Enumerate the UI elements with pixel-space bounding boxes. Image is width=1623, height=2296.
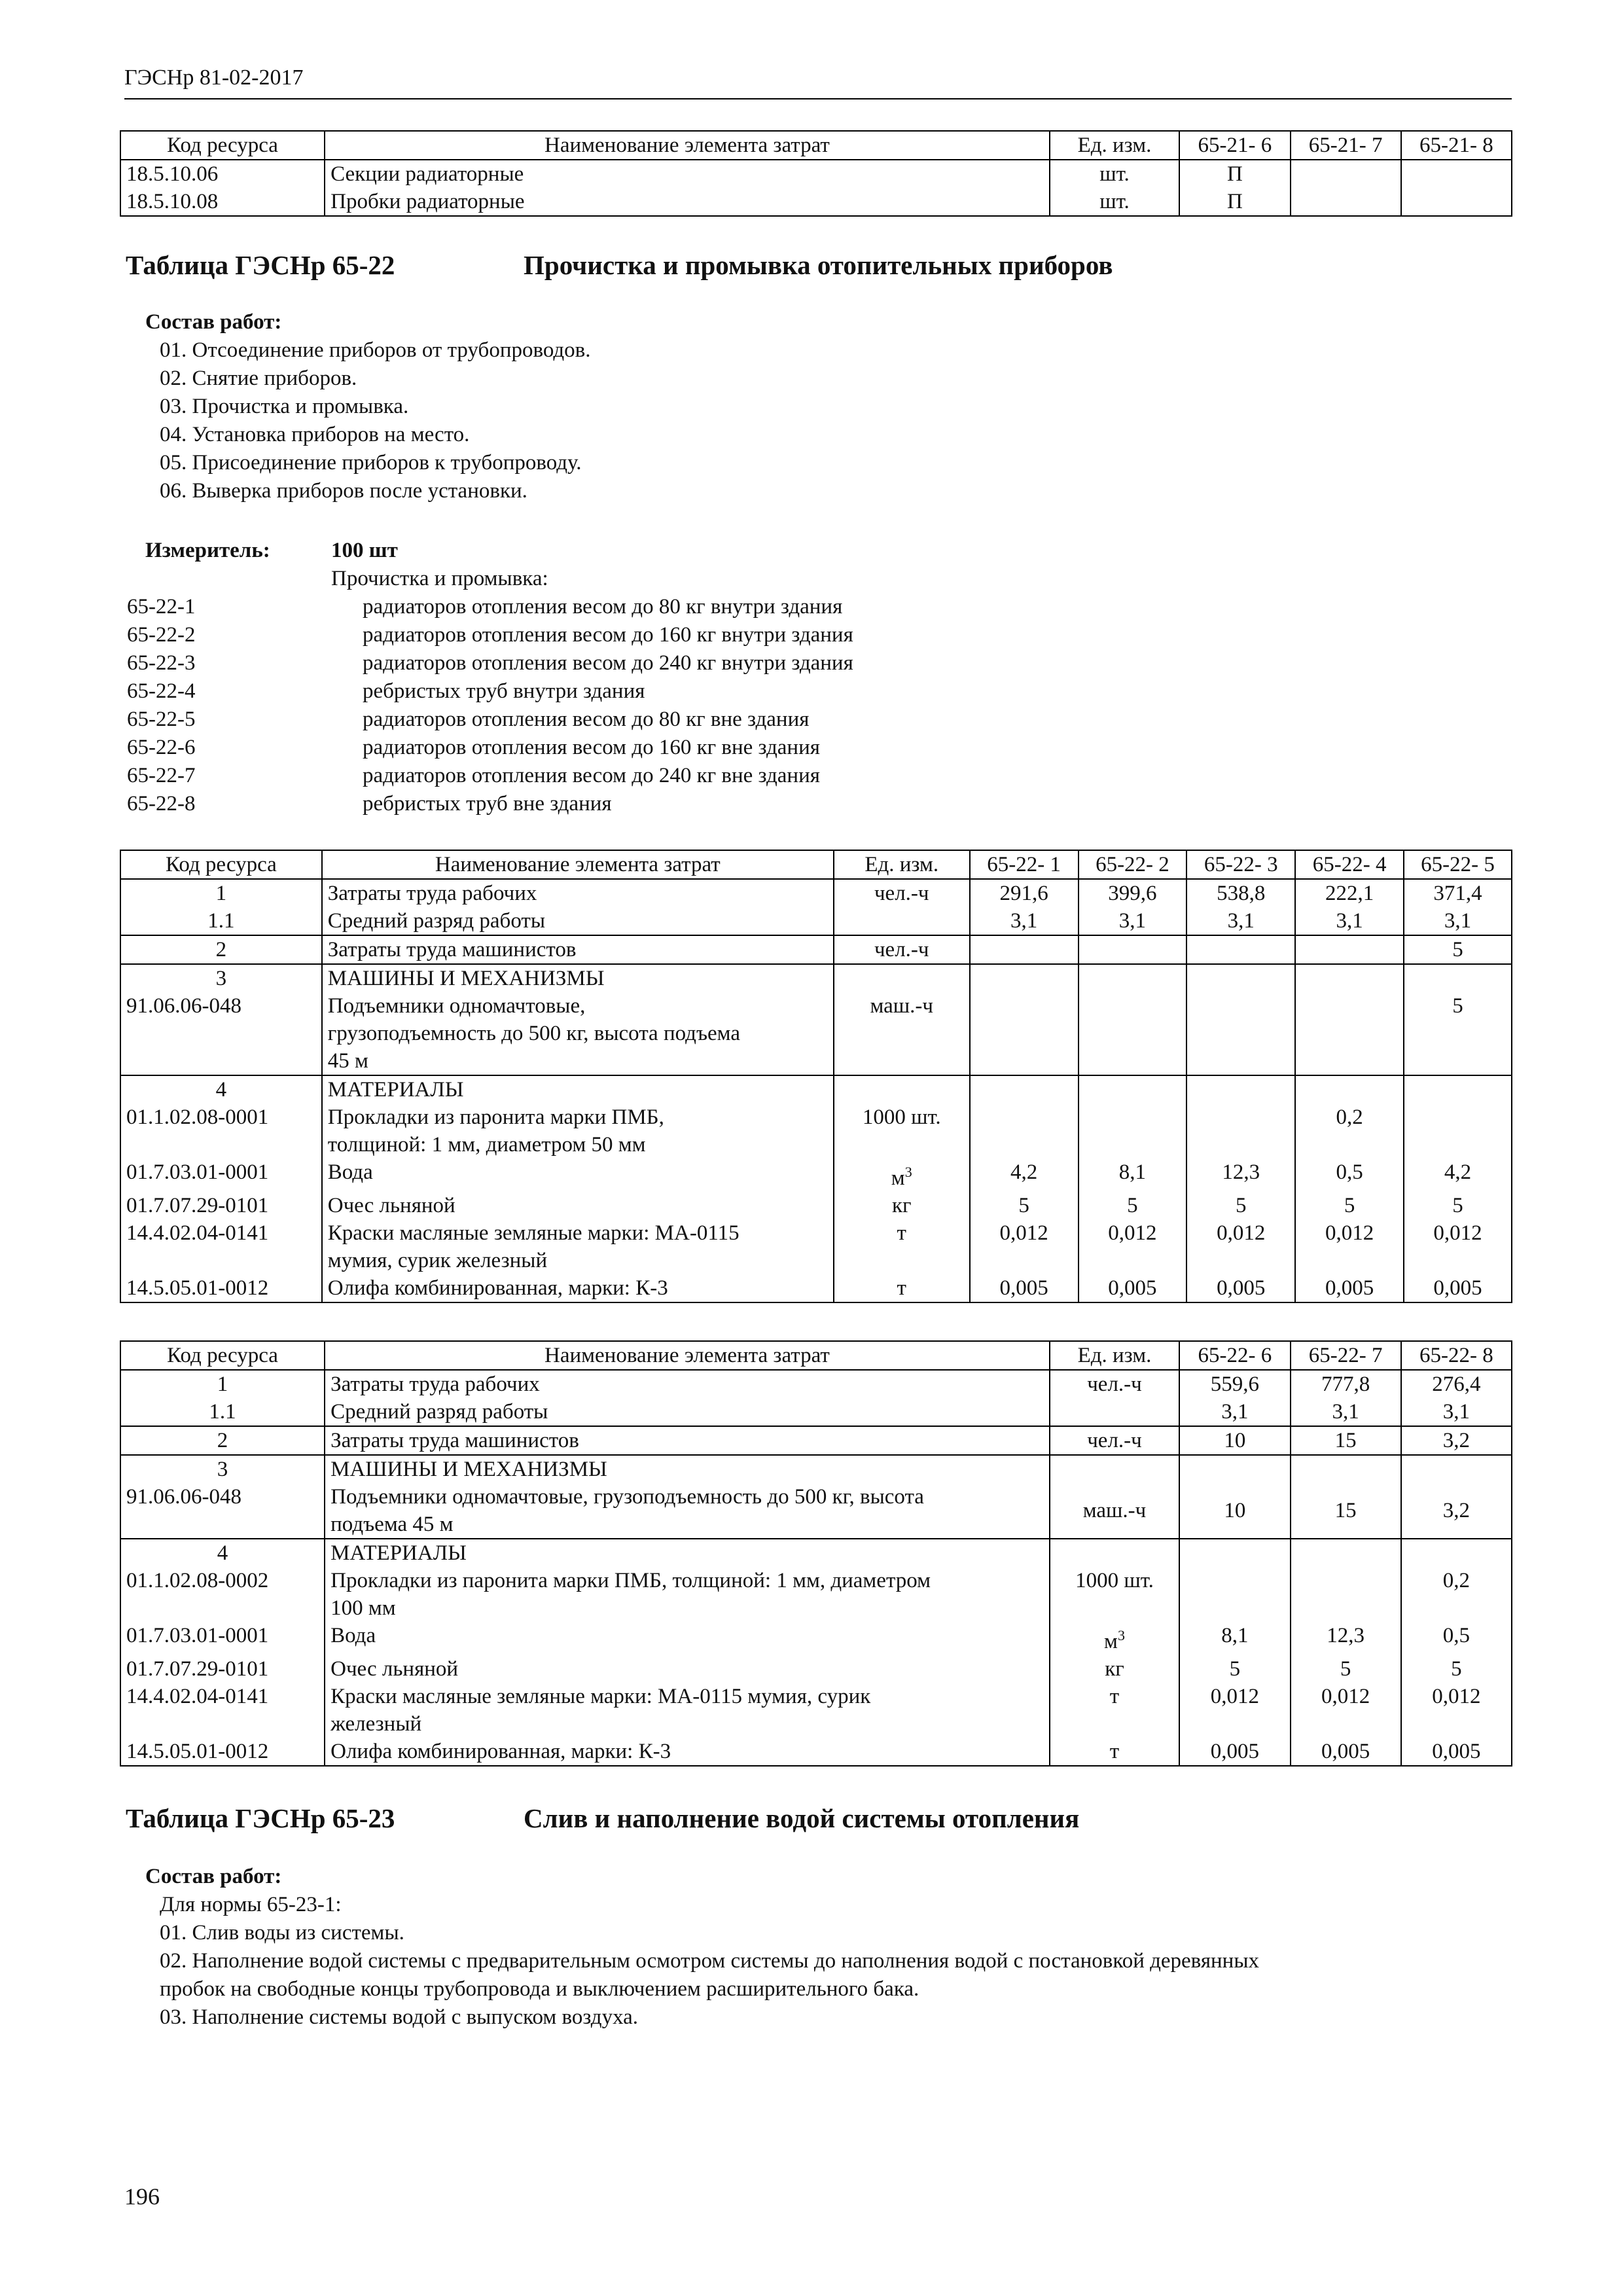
resource-code: 01.7.07.29-0101 bbox=[120, 1192, 322, 1219]
value bbox=[1186, 992, 1295, 1075]
resource-name: Средний разряд работы bbox=[325, 1398, 1050, 1426]
work-item: Для нормы 65-23-1: bbox=[160, 1893, 342, 1916]
value: 12,3 bbox=[1291, 1622, 1401, 1655]
resource-code: 2 bbox=[120, 935, 322, 964]
unit: 1000 шт. bbox=[834, 1103, 970, 1158]
value: 5 bbox=[1079, 1192, 1187, 1219]
norm-text: ребристых труб вне здания bbox=[363, 792, 612, 816]
resource-name: Пробки радиаторные bbox=[325, 188, 1050, 216]
value: 371,4 bbox=[1404, 879, 1512, 907]
resource-code: 91.06.06-048 bbox=[120, 992, 322, 1075]
value: 5 bbox=[1295, 1192, 1404, 1219]
value bbox=[1079, 935, 1187, 964]
table-65-22-6-8 bbox=[120, 1340, 1512, 1767]
value: 3,1 bbox=[1179, 1398, 1290, 1426]
resource-name: Вода bbox=[325, 1622, 1050, 1655]
col-header: 65-22- 8 bbox=[1401, 1341, 1512, 1370]
unit: т bbox=[834, 1219, 970, 1274]
col-header: Наименование элемента затрат bbox=[325, 131, 1050, 160]
table-header-row bbox=[120, 131, 1512, 160]
table-row bbox=[120, 964, 1512, 992]
resource-name: Подъемники одномачтовые, грузоподъемность до 500 кг, высота подъема 45 м bbox=[322, 992, 834, 1075]
unit: шт. bbox=[1050, 188, 1180, 216]
resource-name: Затраты труда рабочих bbox=[322, 879, 834, 907]
table-label: Таблица ГЭСНр 65-22 bbox=[126, 250, 395, 280]
resource-code: 14.4.02.04-0141 bbox=[120, 1683, 325, 1738]
resource-code: 01.1.02.08-0001 bbox=[120, 1103, 322, 1158]
header-rule bbox=[124, 98, 1512, 99]
table-row bbox=[120, 1567, 1512, 1622]
value: 0,005 bbox=[1179, 1738, 1290, 1766]
norm-descriptions bbox=[363, 593, 853, 818]
unit: шт. bbox=[1050, 160, 1180, 188]
norm-text: радиаторов отопления весом до 240 кг внутри здания bbox=[363, 651, 853, 675]
norm-text: радиаторов отопления весом до 240 кг вне здания bbox=[363, 764, 820, 787]
value: 276,4 bbox=[1401, 1370, 1512, 1398]
value: 15 bbox=[1291, 1483, 1401, 1539]
unit: т bbox=[1050, 1738, 1180, 1766]
value: 0,005 bbox=[1186, 1274, 1295, 1302]
value: 222,1 bbox=[1295, 879, 1404, 907]
value: 0,012 bbox=[1186, 1219, 1295, 1274]
work-item: 03. Прочистка и промывка. bbox=[160, 395, 409, 418]
table-header-row bbox=[120, 850, 1512, 879]
col-header: Код ресурса bbox=[120, 1341, 325, 1370]
resource-code: 4 bbox=[120, 1539, 325, 1567]
value: 291,6 bbox=[970, 879, 1079, 907]
col-header: 65-21- 6 bbox=[1179, 131, 1290, 160]
col-header: Наименование элемента затрат bbox=[325, 1341, 1050, 1370]
col-header: Ед. изм. bbox=[1050, 1341, 1180, 1370]
norm-code: 65-22-4 bbox=[127, 679, 196, 703]
work-item: 06. Выверка приборов после установки. bbox=[160, 479, 527, 503]
col-header: 65-22- 2 bbox=[1079, 850, 1187, 879]
value: 777,8 bbox=[1291, 1370, 1401, 1398]
col-header: 65-22- 4 bbox=[1295, 850, 1404, 879]
col-header: Наименование элемента затрат bbox=[322, 850, 834, 879]
value: 0,005 bbox=[1295, 1274, 1404, 1302]
value: 0,012 bbox=[1291, 1683, 1401, 1738]
resource-name: Краски масляные земляные марки: МА-0115 мумия, сурик железный bbox=[322, 1219, 834, 1274]
norm-text: ребристых труб внутри здания bbox=[363, 679, 645, 703]
norm-text: радиаторов отопления весом до 80 кг вне здания bbox=[363, 708, 810, 731]
norm-text: радиаторов отопления весом до 160 кг вне здания bbox=[363, 736, 820, 759]
resource-code: 01.1.02.08-0002 bbox=[120, 1567, 325, 1622]
value bbox=[1186, 1103, 1295, 1158]
table-row bbox=[120, 1622, 1512, 1655]
value bbox=[1291, 188, 1401, 216]
resource-code: 1 bbox=[120, 1370, 325, 1398]
table-row bbox=[120, 188, 1512, 216]
norm-code: 65-22-8 bbox=[127, 792, 196, 816]
unit: кг bbox=[1050, 1655, 1180, 1683]
resource-name: Прокладки из паронита марки ПМБ, толщиной: 1 мм, диаметром 100 мм bbox=[325, 1567, 1050, 1622]
value: 3,1 bbox=[1401, 1398, 1512, 1426]
table-row bbox=[120, 160, 1512, 188]
value bbox=[1295, 935, 1404, 964]
value: 5 bbox=[1404, 1192, 1512, 1219]
value bbox=[970, 935, 1079, 964]
unit: маш.-ч bbox=[1050, 1483, 1180, 1539]
value bbox=[1179, 1567, 1290, 1622]
value: 10 bbox=[1179, 1483, 1290, 1539]
value bbox=[1186, 935, 1295, 964]
resource-name: Средний разряд работы bbox=[322, 907, 834, 935]
value: 0,005 bbox=[1401, 1738, 1512, 1766]
value: П bbox=[1179, 160, 1290, 188]
resource-name: Подъемники одномачтовые, грузоподъемность до 500 кг, высота подъема 45 м bbox=[325, 1483, 1050, 1539]
col-header: 65-22- 7 bbox=[1291, 1341, 1401, 1370]
norm-codes bbox=[127, 593, 195, 818]
unit: $м^3$ bbox=[1050, 1622, 1180, 1655]
value: 0,005 bbox=[1291, 1738, 1401, 1766]
value bbox=[970, 992, 1079, 1075]
table-row bbox=[120, 879, 1512, 907]
measure-intro: Прочистка и промывка: bbox=[331, 567, 548, 590]
value: 5 bbox=[1179, 1655, 1290, 1683]
section-heading: МАШИНЫ И МЕХАНИЗМЫ bbox=[325, 1455, 1050, 1483]
table-row bbox=[120, 907, 1512, 935]
resource-name: Вода bbox=[322, 1158, 834, 1192]
resource-code: 01.7.03.01-0001 bbox=[120, 1622, 325, 1655]
value: 3,1 bbox=[1186, 907, 1295, 935]
works-list bbox=[145, 1863, 1259, 2032]
table-65-22-1-5 bbox=[120, 850, 1512, 1303]
measure-value: 100 шт bbox=[331, 539, 398, 562]
resource-code: 14.5.05.01-0012 bbox=[120, 1738, 325, 1766]
value: 0,005 bbox=[970, 1274, 1079, 1302]
value: 3,1 bbox=[1295, 907, 1404, 935]
resource-code: 4 bbox=[120, 1075, 322, 1103]
value bbox=[1401, 160, 1512, 188]
table-row bbox=[120, 1483, 1512, 1539]
unit bbox=[1050, 1398, 1180, 1426]
section-heading: МАТЕРИАЛЫ bbox=[325, 1539, 1050, 1567]
value: 559,6 bbox=[1179, 1370, 1290, 1398]
resource-name: Олифа комбинированная, марки: К-3 bbox=[325, 1738, 1050, 1766]
resource-code: 18.5.10.08 bbox=[120, 188, 325, 216]
works-heading: Состав работ: bbox=[145, 1865, 282, 1888]
col-header: 65-22- 1 bbox=[970, 850, 1079, 879]
value: 3,1 bbox=[1079, 907, 1187, 935]
value: 0,005 bbox=[1079, 1274, 1187, 1302]
value: 3,2 bbox=[1401, 1426, 1512, 1455]
table-header-row bbox=[120, 1341, 1512, 1370]
value: 5 bbox=[970, 1192, 1079, 1219]
norm-text: радиаторов отопления весом до 160 кг внутри здания bbox=[363, 623, 853, 647]
resource-name: Краски масляные земляные марки: МА-0115 мумия, сурик железный bbox=[325, 1683, 1050, 1738]
col-header: Код ресурса bbox=[120, 850, 322, 879]
value: 5 bbox=[1404, 992, 1512, 1075]
resource-code: 14.4.02.04-0141 bbox=[120, 1219, 322, 1274]
resource-name: Затраты труда машинистов bbox=[325, 1426, 1050, 1455]
value: 0,2 bbox=[1295, 1103, 1404, 1158]
value bbox=[1079, 992, 1187, 1075]
value bbox=[970, 1103, 1079, 1158]
value: 0,2 bbox=[1401, 1567, 1512, 1622]
resource-code: 14.5.05.01-0012 bbox=[120, 1274, 322, 1302]
resource-name: Затраты труда рабочих bbox=[325, 1370, 1050, 1398]
col-header: 65-21- 8 bbox=[1401, 131, 1512, 160]
value: 10 bbox=[1179, 1426, 1290, 1455]
unit: $м^3$ bbox=[834, 1158, 970, 1192]
norm-code: 65-22-1 bbox=[127, 595, 196, 619]
resource-code: 1.1 bbox=[120, 907, 322, 935]
value: 0,012 bbox=[1404, 1219, 1512, 1274]
work-item: 01. Отсоединение приборов от трубопроводов. bbox=[160, 338, 591, 362]
value: 0,012 bbox=[1079, 1219, 1187, 1274]
unit: кг bbox=[834, 1192, 970, 1219]
resource-name: Прокладки из паронита марки ПМБ, толщиной: 1 мм, диаметром 50 мм bbox=[322, 1103, 834, 1158]
table-row bbox=[120, 1539, 1512, 1567]
resource-code: 1 bbox=[120, 879, 322, 907]
value: 0,012 bbox=[1179, 1683, 1290, 1738]
col-header: Ед. изм. bbox=[1050, 131, 1180, 160]
resource-code: 01.7.03.01-0001 bbox=[120, 1158, 322, 1192]
table-row bbox=[120, 1655, 1512, 1683]
work-item: пробок на свободные концы трубопровода и выключением расширительного бака. bbox=[160, 1977, 919, 2001]
resource-name: Затраты труда машинистов bbox=[322, 935, 834, 964]
norm-code: 65-22-3 bbox=[127, 651, 196, 675]
table-row bbox=[120, 1398, 1512, 1426]
value: 0,5 bbox=[1401, 1622, 1512, 1655]
resource-name: Олифа комбинированная, марки: К-3 bbox=[322, 1274, 834, 1302]
value: 5 bbox=[1401, 1655, 1512, 1683]
col-header: Ед. изм. bbox=[834, 850, 970, 879]
section-heading: МАТЕРИАЛЫ bbox=[322, 1075, 834, 1103]
unit: чел.-ч bbox=[1050, 1426, 1180, 1455]
norm-text: радиаторов отопления весом до 80 кг внутри здания bbox=[363, 595, 843, 619]
page-number: 196 bbox=[124, 2183, 160, 2210]
value bbox=[1401, 188, 1512, 216]
table-row bbox=[120, 1370, 1512, 1398]
work-item: 04. Установка приборов на место. bbox=[160, 423, 470, 446]
unit bbox=[834, 907, 970, 935]
value: 0,012 bbox=[1295, 1219, 1404, 1274]
unit: т bbox=[834, 1274, 970, 1302]
value bbox=[1291, 160, 1401, 188]
value bbox=[1079, 1103, 1187, 1158]
value: П bbox=[1179, 188, 1290, 216]
works-list bbox=[145, 308, 591, 505]
value: 5 bbox=[1186, 1192, 1295, 1219]
table-row bbox=[120, 1683, 1512, 1738]
table-label: Таблица ГЭСНр 65-23 bbox=[126, 1803, 395, 1833]
norm-code: 65-22-7 bbox=[127, 764, 196, 787]
value: 399,6 bbox=[1079, 879, 1187, 907]
table-row bbox=[120, 1455, 1512, 1483]
works-heading: Состав работ: bbox=[145, 310, 282, 334]
unit: чел.-ч bbox=[1050, 1370, 1180, 1398]
work-item: 01. Слив воды из системы. bbox=[160, 1921, 404, 1945]
value: 0,005 bbox=[1404, 1274, 1512, 1302]
work-item: 05. Присоединение приборов к трубопроводу. bbox=[160, 451, 582, 475]
norm-code: 65-22-5 bbox=[127, 708, 196, 731]
col-header: Код ресурса bbox=[120, 131, 325, 160]
col-header: 65-22- 3 bbox=[1186, 850, 1295, 879]
norm-code: 65-22-6 bbox=[127, 736, 196, 759]
resource-name: Очес льняной bbox=[322, 1192, 834, 1219]
value: 8,1 bbox=[1079, 1158, 1187, 1192]
value: 0,012 bbox=[970, 1219, 1079, 1274]
table-row bbox=[120, 1158, 1512, 1192]
resource-code: 01.7.07.29-0101 bbox=[120, 1655, 325, 1683]
value: 5 bbox=[1291, 1655, 1401, 1683]
value bbox=[1404, 1103, 1512, 1158]
table-row bbox=[120, 1219, 1512, 1274]
value: 0,012 bbox=[1401, 1683, 1512, 1738]
resource-code: 3 bbox=[120, 964, 322, 992]
value: 12,3 bbox=[1186, 1158, 1295, 1192]
unit: маш.-ч bbox=[834, 992, 970, 1075]
value: 5 bbox=[1404, 935, 1512, 964]
value: 3,1 bbox=[1404, 907, 1512, 935]
resource-code: 18.5.10.06 bbox=[120, 160, 325, 188]
col-header: 65-21- 7 bbox=[1291, 131, 1401, 160]
unit: 1000 шт. bbox=[1050, 1567, 1180, 1622]
col-header: 65-22- 6 bbox=[1179, 1341, 1290, 1370]
table-65-21-continuation bbox=[120, 130, 1512, 217]
table-row bbox=[120, 992, 1512, 1075]
work-item: 03. Наполнение системы водой с выпуском воздуха. bbox=[160, 2005, 639, 2029]
col-header: 65-22- 5 bbox=[1404, 850, 1512, 879]
value: 8,1 bbox=[1179, 1622, 1290, 1655]
table-title: Прочистка и промывка отопительных приборов bbox=[524, 250, 1113, 280]
unit: т bbox=[1050, 1683, 1180, 1738]
unit: чел.-ч bbox=[834, 879, 970, 907]
value: 3,1 bbox=[1291, 1398, 1401, 1426]
resource-code: 2 bbox=[120, 1426, 325, 1455]
measure-label: Измеритель: bbox=[145, 539, 270, 562]
value: 3,1 bbox=[970, 907, 1079, 935]
resource-code: 3 bbox=[120, 1455, 325, 1483]
table-row bbox=[120, 1738, 1512, 1766]
table-row bbox=[120, 1426, 1512, 1455]
value: 3,2 bbox=[1401, 1483, 1512, 1539]
table-title: Слив и наполнение водой системы отопления bbox=[524, 1803, 1080, 1833]
table-row bbox=[120, 1192, 1512, 1219]
work-item: 02. Снятие приборов. bbox=[160, 367, 357, 390]
work-item: 02. Наполнение водой системы с предварительным осмотром системы до наполнения водой с постановкой деревянных bbox=[160, 1949, 1260, 1973]
resource-name: Секции радиаторные bbox=[325, 160, 1050, 188]
resource-name: Очес льняной bbox=[325, 1655, 1050, 1683]
resource-code: 1.1 bbox=[120, 1398, 325, 1426]
resource-code: 91.06.06-048 bbox=[120, 1483, 325, 1539]
section-heading: МАШИНЫ И МЕХАНИЗМЫ bbox=[322, 964, 834, 992]
value: 15 bbox=[1291, 1426, 1401, 1455]
table-row bbox=[120, 1103, 1512, 1158]
value: 538,8 bbox=[1186, 879, 1295, 907]
value: 4,2 bbox=[970, 1158, 1079, 1192]
table-row bbox=[120, 935, 1512, 964]
table-row bbox=[120, 1274, 1512, 1302]
value bbox=[1295, 992, 1404, 1075]
unit: чел.-ч bbox=[834, 935, 970, 964]
table-row bbox=[120, 1075, 1512, 1103]
value bbox=[1291, 1567, 1401, 1622]
value: 4,2 bbox=[1404, 1158, 1512, 1192]
norm-code: 65-22-2 bbox=[127, 623, 196, 647]
value: 0,5 bbox=[1295, 1158, 1404, 1192]
document-code: ГЭСНр 81-02-2017 bbox=[124, 65, 304, 90]
